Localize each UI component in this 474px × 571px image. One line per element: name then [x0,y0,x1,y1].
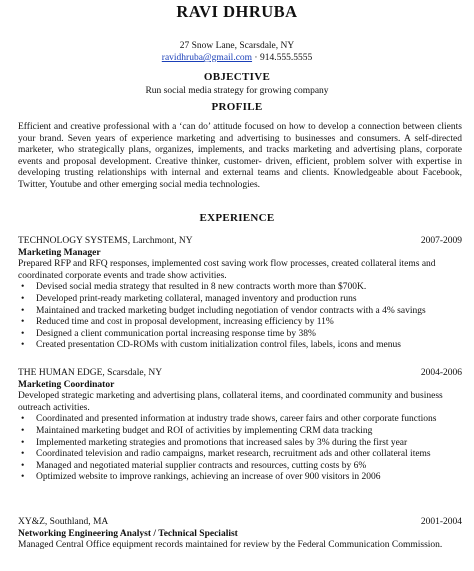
job-entry [18,368,462,484]
bullet-item: • Maintained marketing budget and ROI of activities by implementing CRM data tracking [18,426,462,438]
objective-text: Run social media strategy for growing company [145,86,329,96]
job-company: THE HUMAN EDGE, Scarsdale, NY [18,368,163,378]
objective-heading: OBJECTIVE [203,71,271,83]
job-entry [18,236,462,352]
job-company: XY&Z, Southland, MA [18,517,109,527]
job-title: Networking Engineering Analyst / Technical Specialist [18,528,238,539]
profile-heading: PROFILE [211,101,263,113]
job-entry [18,517,462,552]
bullet-item: • Optimized website to improve rankings, achieving an increase of over 900 visitors in 2006 [18,472,462,484]
bullet-item: • Devised social media strategy that resulted in 8 new contracts worth more than $700K. [18,282,462,294]
experience-heading: EXPERIENCE [199,212,275,224]
address-line: 27 Snow Lane, Scarsdale, NY [179,41,295,51]
job-bullets [18,414,462,484]
bullet-item: • Developed print-ready marketing collateral, managed inventory and production runs [18,294,462,306]
profile-text: Efficient and creative professional with a ‘can do’ attitude focused on how to develop a connection between clients your brand. Seven years of experience marketing and advertising to businesses and consumers. A self-directed marketer, who strategically plans, organizes, implements, and tracks marketing and advertising plans, corporate events and proposal development. Creative thinker, customer- driven, efficient, problem solver with expertise in developing trusting relationships with internal and external teams and clients. Knowledgeable about Facebook, Twitter, Youtube and other emerging social media technologies. [18,122,462,190]
job-title: Marketing Coordinator [18,379,115,390]
bullet-item: • Coordinated and presented information at industry trade shows, career fairs and other corporate functions [18,414,462,426]
job-company: TECHNOLOGY SYSTEMS, Larchmont, NY [18,236,193,246]
job-dates: 2007-2009 [420,236,462,246]
contact-line [0,53,474,63]
job-description: Managed Central Office equipment records maintained for review by the Federal Communication Commission. [18,540,443,551]
bullet-item: • Reduced time and cost in proposal development, increasing efficiency by 11% [18,317,462,329]
email-link[interactable]: ravidhruba@gmail.com [161,53,253,63]
candidate-name: RAVI DHRUBA [176,2,298,21]
job-bullets [18,282,462,352]
bullet-item: • Created presentation CD-ROMs with custom initialization control files, labels, icons and menus [18,340,462,352]
phone-number: · 914.555.5555 [252,53,313,63]
job-dates: 2001-2004 [420,517,462,527]
job-description: Prepared RFP and RFQ responses, implemented cost saving work flow processes, created collateral items and coordinated corporate events and trade show activities. [18,259,436,281]
job-dates: 2004-2006 [420,368,462,378]
bullet-item: • Implemented marketing strategies and promotions that increased sales by 3% during the first year [18,438,462,450]
job-description: Developed strategic marketing and advertising plans, collateral items, and coordinated community and business outreach activities. [18,391,443,413]
job-title: Marketing Manager [18,247,101,258]
bullet-item: • Managed and negotiated material supplier contracts and resources, cutting costs by 6% [18,461,462,473]
bullet-item: • Coordinated television and radio campaigns, market research, recruitment ads and other collateral items [18,449,462,461]
bullet-item: • Maintained and tracked marketing budget including negotiation of vendor contracts with a 4% savings [18,306,462,318]
bullet-item: • Designed a client communication portal increasing response time by 38% [18,329,462,341]
